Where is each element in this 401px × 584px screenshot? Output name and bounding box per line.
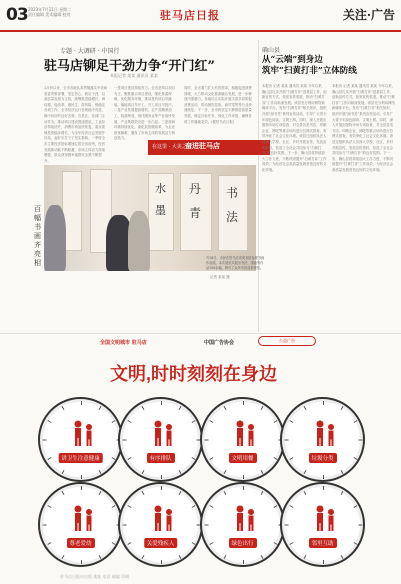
date-line-1: 2023年7月11日 星期二 — [28, 7, 72, 12]
clock-tick — [127, 542, 131, 545]
clock-tick — [303, 491, 306, 495]
clock-face-icon — [118, 397, 203, 482]
person-figure-icon — [310, 419, 340, 447]
clock-tick — [122, 525, 126, 526]
right-kicker: 确山县 — [262, 47, 281, 54]
clock-tick — [122, 440, 126, 441]
clock-face-icon — [38, 482, 123, 567]
clock-tick — [178, 470, 181, 474]
ad-strip — [0, 337, 401, 347]
calligraphy-glyph: 墨 — [155, 204, 166, 217]
clock-tick — [303, 406, 306, 410]
clock-tick — [178, 406, 181, 410]
ad-title: 文明,时时刻刻在身边 — [110, 364, 278, 384]
main-headline: 驻马店铆足干劲力争“开门红” — [44, 59, 215, 74]
clock-tick — [358, 525, 362, 526]
clock-tick — [223, 470, 226, 474]
clock-tick — [260, 470, 263, 474]
clock-tick — [111, 420, 115, 423]
clock-tick — [61, 406, 64, 410]
clock-tick — [161, 560, 162, 564]
right-col-2: 本报讯 记者 某某 通讯员 某某 今年以来，确山县扎实开展“扫黄打非”进基层工作，创新宣传方式，拓宽宣传渠道，推动“扫黄打非”工作向纵深发展。该县充分利用网络新媒体平台，发布“扫黄打非”相关知识，组织开展“绿书签”系列宣传活动，引导广大青少年绿色阅读、文明上网。同时，深入开展出版物市场专项检查，对全县各类书店、印刷企业、网吧等重点场所进行拉网式排查，有效净化了社会文化环境。该县还组织执法人员深入学校、社区、乡村开展宣传，发放宣传资料，营造了全社会共同参与“扫黄打非”的良好氛围。下一步，确山县将持续加大工作力度，不断巩固提升“扫黄打非”工作成效，为经济社会高质量发展营造良好的文化环境。 — [332, 84, 396, 172]
clock-tick — [42, 525, 46, 526]
calligraphy-scroll — [148, 173, 174, 251]
person-figure-icon — [230, 419, 260, 447]
ad-strip-left: 全国文明城市 驻马店 — [100, 340, 147, 346]
clock-tick — [61, 491, 64, 495]
photo-vertical-caption: 百幅书画齐亮相 — [34, 205, 41, 267]
clock-tick — [191, 542, 195, 545]
clock-tick — [260, 555, 263, 559]
ad-strip-right: 公益广告 — [258, 336, 316, 346]
main-col-2: 一是项目建设持续发力。全市坚持以项目为王，聚焦重点项目建设，强化要素保障，优化服务环境，推动签约项目早落地、落地项目早开工、开工项目早投产。二是产业发展提质增效，农产品精深加工、装备制造、现代服务业等产业加快发展，产业集群效应进一步凸显。三是营商环境持续优化，深化放管服改革，为企业排忧解难，激发了市场主体的发展活力和创造力。 — [114, 86, 176, 141]
clock-tick — [42, 440, 46, 441]
main-col-1: 1月份以来，全市各地认真贯彻落实中央和省委决策部署，坚定信心、鼓足干劲，以高质量发展为主线，统筹推进稳增长、调结构、促改革、惠民生、防风险、保稳定各项工作，全市经济运行呈现稳中有进、稳中向好的良好态势。各县区、各部门主动作为，推动项目建设提速提质，工业经济持续回升，消费市场加快恢复，重点领域投资稳步增长，为全年经济社会发展开好局、起好步打下了坚实基础。一季度全市主要经济指标增速位居全省前列，经济发展新动能不断积蓄，市场主体活力持续增强，群众获得感幸福感安全感不断提升。 — [44, 86, 108, 163]
clock-tick — [340, 491, 343, 495]
clock-tick — [98, 555, 101, 559]
clock-tick — [284, 440, 288, 441]
clock-tick — [191, 420, 195, 423]
section-divider — [0, 333, 401, 334]
clock-face-icon — [280, 397, 365, 482]
clock-tick — [209, 505, 213, 508]
clock-tick — [98, 406, 101, 410]
clock-tick — [61, 470, 64, 474]
clock-tick — [243, 401, 244, 405]
calligraphy-scroll — [218, 175, 248, 251]
visitor-figure — [128, 211, 150, 271]
right-col-1: 本报讯 记者 某某 通讯员 某某 今年以来，确山县扎实开展“扫黄打非”进基层工作，创新宣传方式，拓宽宣传渠道，推动“扫黄打非”工作向纵深发展。该县充分利用网络新媒体平台，发布“扫黄打非”相关知识，组织开展“绿书签”系列宣传活动，引导广大青少年绿色阅读、文明上网。同时，深入开展出版物市场专项检查，对全县各类书店、印刷企业、网吧等重点场所进行拉网式排查，有效净化了社会文化环境。该县还组织执法人员深入学校、社区、乡村开展宣传，发放宣传资料，营造了全社会共同参与“扫黄打非”的良好氛围。下一步，确山县将持续加大工作力度，不断巩固提升“扫黄打非”工作成效，为经济社会高质量发展营造良好的文化环境。 — [262, 84, 327, 172]
clock-tick — [161, 486, 162, 490]
clock-tick — [289, 420, 293, 423]
clock-tick — [81, 486, 82, 490]
clock-tick — [260, 406, 263, 410]
clock-tick — [47, 420, 51, 423]
clock-tick — [47, 457, 51, 460]
banner-main: 奋进驻马店 — [185, 142, 220, 150]
right-headline — [262, 55, 357, 77]
calligraphy-glyph: 丹 — [189, 182, 202, 196]
clock-tick — [284, 525, 288, 526]
clock-tick — [223, 406, 226, 410]
clock-tick — [323, 486, 324, 490]
page-header — [0, 0, 401, 32]
clock-tick — [260, 491, 263, 495]
clock-tick — [178, 491, 181, 495]
person-figure-icon — [230, 504, 260, 532]
clock-tick — [323, 560, 324, 564]
clock-tick — [161, 475, 162, 479]
clock-tick — [340, 470, 343, 474]
clock-face-icon — [200, 397, 285, 482]
date-line — [28, 7, 108, 17]
clock-tick — [81, 475, 82, 479]
clock-tick — [209, 457, 213, 460]
clock-tick — [273, 542, 277, 545]
clock-label: 关爱残疾人 — [144, 538, 178, 548]
clock-tick — [127, 457, 131, 460]
clock-face-icon — [118, 482, 203, 567]
clock-tick — [273, 505, 277, 508]
clock-tick — [98, 491, 101, 495]
calligraphy-glyph: 青 — [189, 206, 202, 220]
section-title: 关注·广告 — [342, 8, 395, 22]
main-byline: 本报记者 某某 通讯员 某某 — [110, 73, 158, 78]
clock-tick — [141, 491, 144, 495]
visitor-figure — [44, 205, 66, 271]
clock-tick — [243, 475, 244, 479]
clock-tick — [243, 560, 244, 564]
main-col-3: 同时，全市着力扩大有效需求，积极促进消费回暖，大力推动文化旅游融合发展，进一步释放内需潜力。各地结合实际开展丰富多彩的促消费活动，带动餐饮住宿、商贸零售等行业快速恢复。下一步，全市将坚定不移推进高质量发展，锚定目标任务，细化工作举措，确保各项工作落地见效。(据驻马店日报) — [184, 86, 252, 124]
clock-label: 文明用餐 — [228, 453, 256, 463]
clock-face-icon — [38, 397, 123, 482]
clock-tick — [289, 457, 293, 460]
right-headline-line-1: 从“云端”到身边 — [262, 55, 323, 65]
clock-tick — [223, 555, 226, 559]
clock-face-icon — [280, 482, 365, 567]
clock-tick — [47, 505, 51, 508]
clock-tick — [353, 542, 357, 545]
person-figure-icon — [68, 419, 98, 447]
right-headline-line-2: 筑牢“扫黄打非”立体防线 — [262, 66, 357, 76]
clock-tick — [178, 555, 181, 559]
clock-tick — [191, 505, 195, 508]
page-number: 03 — [6, 5, 28, 25]
person-figure-icon — [148, 504, 178, 532]
clock-tick — [209, 542, 213, 545]
column-divider — [258, 40, 259, 332]
photo-caption: 7月8日，市民在驻马店市美术馆参观书画作品展。本次展览共展出书法、国画等作品100余幅，吸引了众多市民前来观赏。 — [206, 256, 265, 270]
clock-tick — [127, 505, 131, 508]
clock-tick — [340, 555, 343, 559]
clock-tick — [141, 555, 144, 559]
person-figure-icon — [148, 419, 178, 447]
clock-tick — [111, 457, 115, 460]
clock-tick — [353, 420, 357, 423]
calligraphy-scroll — [180, 173, 212, 251]
person-figure-icon — [68, 504, 98, 532]
clock-tick — [358, 440, 362, 441]
clock-tick — [161, 401, 162, 405]
calligraphy-glyph: 水 — [155, 182, 166, 195]
clock-tick — [303, 470, 306, 474]
clock-tick — [303, 555, 306, 559]
clock-tick — [289, 542, 293, 545]
clock-tick — [204, 440, 208, 441]
person-figure-icon — [310, 504, 340, 532]
main-kicker: 专题 · 大调研 · 中国行 — [60, 48, 120, 55]
date-line-2: 责任编辑 美术编辑 校对 — [28, 12, 71, 17]
photo-credit: 记者 某某 摄 — [210, 275, 230, 279]
clock-tick — [273, 420, 277, 423]
clock-tick — [340, 406, 343, 410]
clock-tick — [47, 542, 51, 545]
footer-text: 驻马店日报社出版 地址 电话 邮编 印刷 — [60, 574, 130, 579]
clock-tick — [141, 470, 144, 474]
clock-tick — [209, 420, 213, 423]
clock-tick — [323, 475, 324, 479]
header-rule — [0, 30, 401, 32]
clock-face-icon — [200, 482, 285, 567]
clock-tick — [223, 491, 226, 495]
banner-prefix: 在这里 · 大美之城 — [152, 144, 192, 150]
clock-tick — [204, 525, 208, 526]
clock-tick — [81, 401, 82, 405]
clock-label: 有序排队 — [146, 453, 174, 463]
clock-tick — [141, 406, 144, 410]
clock-tick — [323, 401, 324, 405]
clock-label: 讲卫生注意健康 — [58, 453, 103, 463]
clock-tick — [273, 457, 277, 460]
clock-tick — [111, 542, 115, 545]
clock-tick — [289, 505, 293, 508]
clock-tick — [111, 505, 115, 508]
clock-label: 垃圾分类 — [308, 453, 336, 463]
clock-tick — [353, 457, 357, 460]
clock-tick — [98, 470, 101, 474]
calligraphy-glyph: 书 — [226, 186, 239, 200]
clock-label: 邻里互助 — [308, 538, 336, 548]
clock-label: 绿色出行 — [228, 538, 256, 548]
ad-strip-mid: 中国广告协会 — [204, 340, 235, 346]
clock-tick — [191, 457, 195, 460]
clock-label: 尊老爱幼 — [66, 538, 94, 548]
calligraphy-glyph: 法 — [226, 210, 239, 224]
clock-tick — [81, 560, 82, 564]
clock-tick — [127, 420, 131, 423]
clock-tick — [61, 555, 64, 559]
clock-tick — [353, 505, 357, 508]
newspaper-name: 驻马店日报 — [160, 9, 220, 22]
clock-tick — [243, 486, 244, 490]
